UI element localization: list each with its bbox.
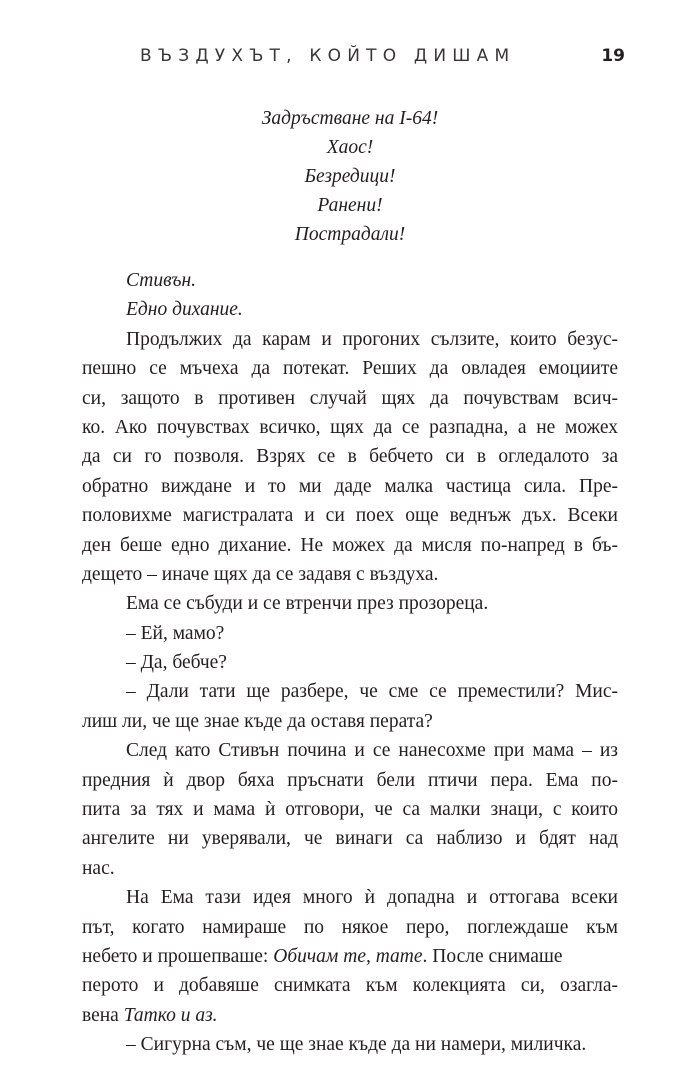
epigraph-line: Ранени! [317, 195, 383, 216]
epigraph-line: Задръстване на I-64! [261, 108, 439, 129]
text-line: лиш ли, че ще знае къде да оставя перата? [82, 710, 433, 732]
text-run: . После снимаше [422, 945, 563, 967]
text-line: – Дали тати ще разбере, че сме се преместили? Мис- [126, 681, 618, 703]
body-text [82, 266, 618, 1060]
text-run: вена [82, 1004, 124, 1026]
text-line: половихме магистралата и си поех още веднъж дъх. Всеки [82, 505, 618, 527]
text-line: Едно дихание. [126, 299, 243, 321]
text-line: – Сигурна съм, че ще знае къде да ни намери, миличка. [126, 1034, 587, 1056]
text-line: дещето – иначе щях да се задавя с въздуха. [82, 563, 439, 585]
text-line: – Ей, мамо? [126, 622, 225, 644]
text-line: предния ѝ двор бяха пръснати бели птичи пера. Ема по- [82, 769, 618, 791]
text-line: Продължих да карам и прогоних сълзите, които безус- [126, 328, 618, 350]
text-line: пита за тях и мама ѝ отговори, че са малки знаци, с които [82, 799, 618, 821]
text-line: перото и добавяше снимката към колекцията си, озаглa- [82, 975, 618, 997]
text-line: ден беше едно дихание. Не можех да мисля по-напред в бъ- [82, 534, 618, 556]
text-line: Ема се събуди и се втренчи през прозореца. [126, 593, 489, 615]
text-run: небето и прошепваше: [82, 945, 274, 967]
text-line [82, 942, 618, 971]
text-line: обратно виждане и то ми даде малка частица сила. Пре- [82, 475, 618, 497]
text-run-italic: Татко и аз. [123, 1004, 218, 1026]
text-line: След като Стивън почина и се нанесохме при мама – из [126, 740, 618, 762]
text-line: ко. Ако почувствах всичко, щях да се разпадна, а не можех [82, 416, 618, 438]
text-line: – Да, бебче? [126, 652, 227, 674]
epigraph-line: Хаос! [326, 137, 374, 158]
text-line: нас. [82, 857, 115, 879]
epigraph-line: Безредици! [304, 166, 396, 187]
running-head [140, 46, 625, 70]
text-run-italic: Обичам те, тате [273, 945, 423, 967]
text-line: пешно се мъчеха да потекат. Реших да овладея емоциите [82, 358, 618, 380]
text-line: си, защото в противен случай щях да почувствам всич- [82, 387, 618, 409]
text-line: ангелите ни уверявали, че винаги са наблизо и бдят над [82, 828, 618, 850]
page-number: 19 [601, 46, 625, 66]
text-line: На Ема тази идея много ѝ допадна и оттогава всеки [126, 887, 618, 909]
text-line: да си го позволя. Взрях се в бебчето си в огледалото за [82, 446, 618, 468]
epigraph [100, 104, 600, 249]
running-title: ВЪЗДУХЪТ, КОЙТО ДИШАМ [140, 46, 516, 66]
text-line: Стивън. [126, 270, 196, 291]
text-line [82, 1001, 618, 1030]
epigraph-line: Пострадали! [294, 224, 406, 245]
text-line: път, когато намираше по някое перо, поглеждаше към [82, 916, 618, 938]
